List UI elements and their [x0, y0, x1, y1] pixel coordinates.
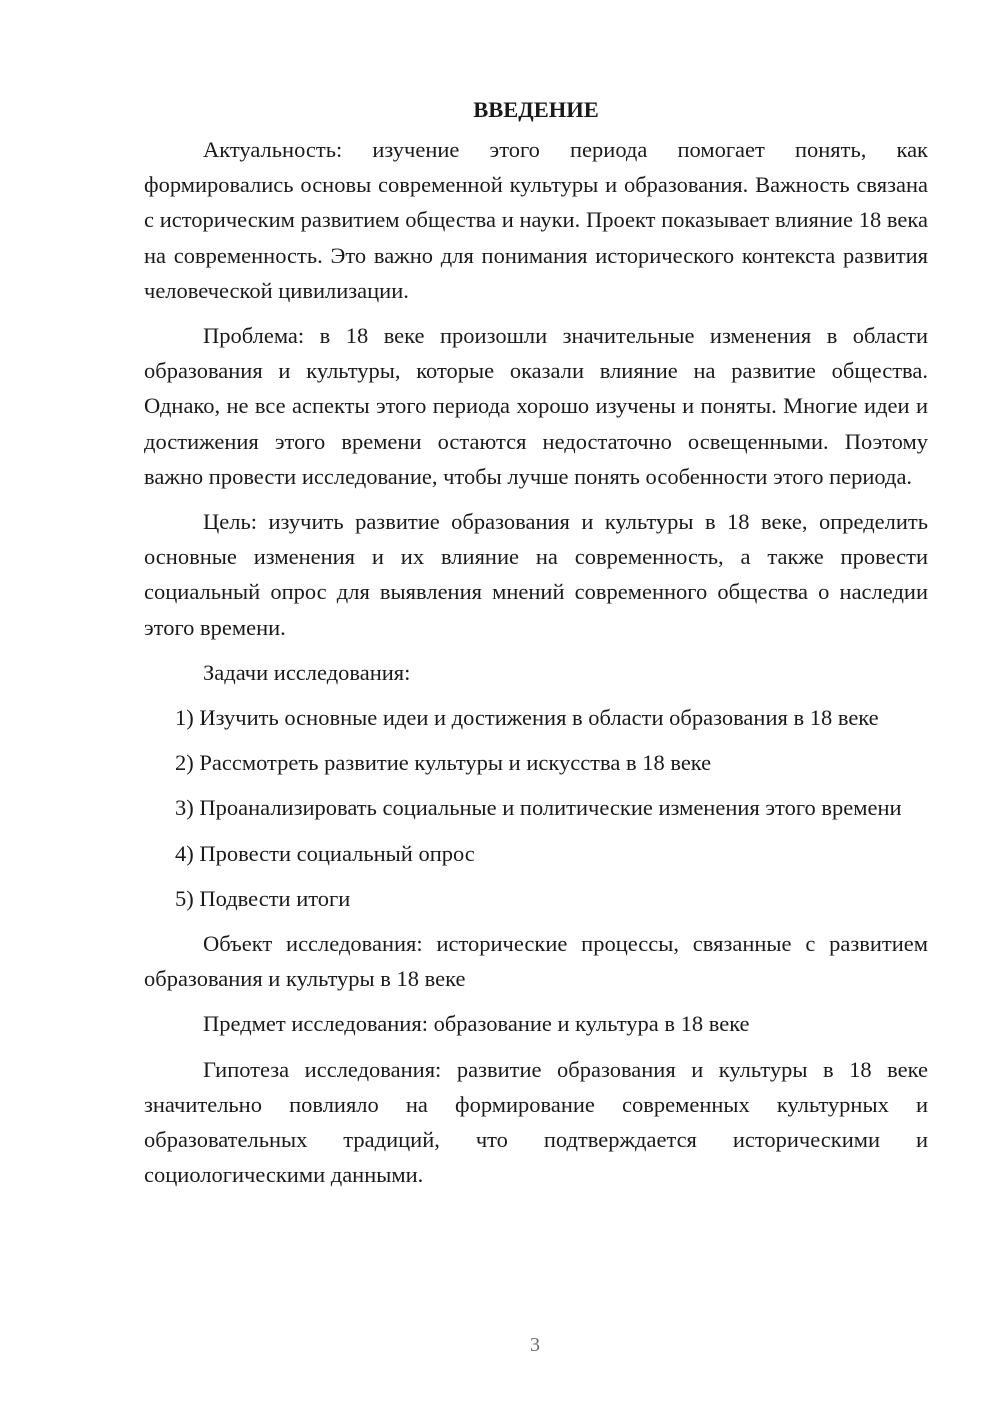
relevance-paragraph: Актуальность: изучение этого периода помогает понять, как формировались основы современной культуры и образования. Важность связана с историческим развитием общества и науки. Проект показывает влияние 18 века на современность. Это важно для понимания исторического контекста развития человеческой цивилизации. — [144, 137, 928, 303]
page-number: 3 — [530, 1334, 540, 1356]
task-item-2: 2) Рассмотреть развитие культуры и искусства в 18 веке — [175, 750, 712, 776]
tasks-title: Задачи исследования: — [203, 659, 411, 685]
section-heading: ВВЕДЕНИЕ — [473, 97, 599, 122]
task-item-4: 4) Провести социальный опрос — [175, 840, 475, 866]
task-item-5: 5) Подвести итоги — [175, 885, 351, 911]
object-paragraph: Объект исследования: исторические процессы, связанные с развитием образования и культуры в 18 веке — [144, 931, 928, 992]
task-item-1: 1) Изучить основные идеи и достижения в области образования в 18 веке — [175, 705, 879, 731]
goal-paragraph: Цель: изучить развитие образования и культуры в 18 веке, определить основные изменения и их влияние на современность, а также провести социальный опрос для выявления мнений современного общества о наследии этого времени. — [144, 509, 928, 640]
hypothesis-paragraph: Гипотеза исследования: развитие образования и культуры в 18 веке значительно повлияло на формирование современных культурных и образовательных традиций, что подтверждается историческими и социологическими данными. — [144, 1056, 928, 1188]
page-content — [144, 92, 928, 1202]
problem-paragraph: Проблема: в 18 веке произошли значительные изменения в области образования и культуры, которые оказали влияние на развитие общества. Однако, не все аспекты этого периода хорошо изучены и поняты. Многие идеи и достижения этого времени остаются недостаточно освещенными. Поэтому важно провести исследование, чтобы лучше понять особенности этого периода. — [144, 323, 928, 489]
task-item-3: 3) Проанализировать социальные и политические изменения этого времени — [175, 795, 902, 821]
subject-paragraph: Предмет исследования: образование и культура в 18 веке — [203, 1011, 750, 1037]
